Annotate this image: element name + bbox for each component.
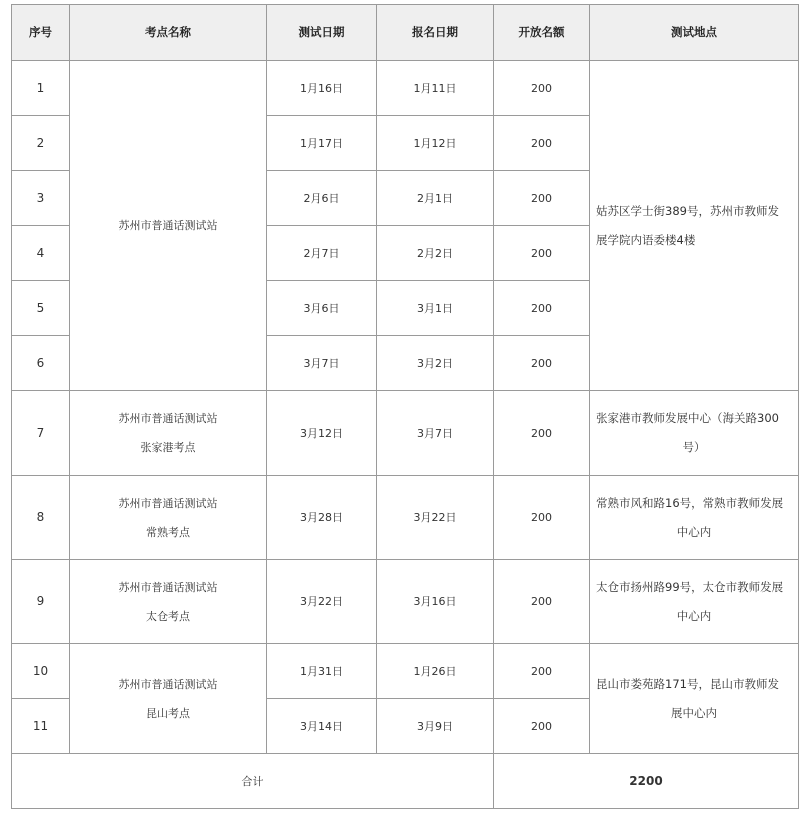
site-line: 苏州市普通话测试站 [118, 496, 218, 510]
location-line: 张家港市教师发展中心（海关路300 [596, 411, 779, 425]
seq-cell: 10 [12, 644, 70, 699]
table-row [12, 560, 799, 644]
quota-cell: 200 [494, 171, 590, 226]
test-date-cell: 3月14日 [267, 699, 377, 754]
location-line: 太仓市扬州路99号，太仓市教师发展 [596, 579, 784, 594]
site-line: 昆山考点 [146, 706, 190, 720]
seq-cell: 2 [12, 116, 70, 171]
quota-cell: 200 [494, 699, 590, 754]
site-cell-zhangjiagang [70, 391, 267, 476]
seq-cell: 3 [12, 171, 70, 226]
reg-date-cell: 3月1日 [377, 281, 494, 336]
seq-cell: 6 [12, 336, 70, 391]
location-line: 展中心内 [671, 705, 717, 720]
reg-date-cell: 1月26日 [377, 644, 494, 699]
test-date-cell: 3月12日 [267, 391, 377, 476]
reg-date-cell: 3月2日 [377, 336, 494, 391]
site-line: 苏州市普通话测试站 [118, 677, 218, 691]
seq-cell: 4 [12, 226, 70, 281]
location-line: 中心内 [676, 524, 712, 539]
reg-date-cell: 2月2日 [377, 226, 494, 281]
seq-cell: 11 [12, 699, 70, 754]
reg-date-cell: 3月9日 [377, 699, 494, 754]
test-date-cell: 3月6日 [267, 281, 377, 336]
table-row [12, 476, 799, 560]
seq-cell: 7 [12, 391, 70, 476]
reg-date-cell: 2月1日 [377, 171, 494, 226]
total-value: 2200 [494, 754, 799, 809]
seq-cell: 1 [12, 61, 70, 116]
header-reg-date: 报名日期 [377, 5, 494, 61]
location-line: 展学院内语委楼4楼 [596, 232, 696, 247]
test-date-cell: 3月7日 [267, 336, 377, 391]
location-cell-kunshan [590, 644, 799, 754]
header-site: 考点名称 [70, 5, 267, 61]
header-location: 测试地点 [590, 5, 799, 61]
quota-cell: 200 [494, 560, 590, 644]
quota-cell: 200 [494, 61, 590, 116]
test-date-cell: 1月16日 [267, 61, 377, 116]
header-seq: 序号 [12, 5, 70, 61]
table-row [12, 644, 799, 699]
quota-cell: 200 [494, 644, 590, 699]
location-line: 姑苏区学士街389号，苏州市教师发 [596, 203, 779, 218]
table-row [12, 391, 799, 476]
quota-cell: 200 [494, 336, 590, 391]
table-row [12, 61, 799, 116]
site-cell-suzhou: 苏州市普通话测试站 [70, 61, 267, 391]
reg-date-cell: 3月22日 [377, 476, 494, 560]
location-line: 中心内 [676, 608, 712, 623]
seq-cell: 8 [12, 476, 70, 560]
header-row [12, 5, 799, 61]
total-row [12, 754, 799, 809]
location-line: 号） [682, 440, 706, 454]
reg-date-cell: 1月11日 [377, 61, 494, 116]
location-cell-changshu [590, 476, 799, 560]
exam-schedule-table [11, 4, 799, 809]
test-date-cell: 2月6日 [267, 171, 377, 226]
quota-cell: 200 [494, 226, 590, 281]
site-cell-taicang [70, 560, 267, 644]
site-line: 太仓考点 [146, 609, 190, 623]
site-cell-kunshan [70, 644, 267, 754]
reg-date-cell: 3月7日 [377, 391, 494, 476]
location-cell-zhangjiagang [590, 391, 799, 476]
location-line: 昆山市娄苑路171号，昆山市教师发 [596, 676, 779, 691]
test-date-cell: 1月31日 [267, 644, 377, 699]
header-quota: 开放名额 [494, 5, 590, 61]
site-line: 苏州市普通话测试站 [118, 580, 218, 594]
header-test-date: 测试日期 [267, 5, 377, 61]
site-cell-changshu [70, 476, 267, 560]
quota-cell: 200 [494, 116, 590, 171]
test-date-cell: 3月22日 [267, 560, 377, 644]
reg-date-cell: 3月16日 [377, 560, 494, 644]
seq-cell: 5 [12, 281, 70, 336]
site-line: 张家港考点 [140, 441, 196, 454]
seq-cell: 9 [12, 560, 70, 644]
quota-cell: 200 [494, 476, 590, 560]
site-line: 常熟考点 [146, 525, 190, 539]
location-cell-taicang [590, 560, 799, 644]
quota-cell: 200 [494, 281, 590, 336]
test-date-cell: 3月28日 [267, 476, 377, 560]
site-line: 苏州市普通话测试站 [118, 412, 218, 425]
location-cell-suzhou [590, 61, 799, 391]
quota-cell: 200 [494, 391, 590, 476]
total-label: 合计 [12, 754, 494, 809]
test-date-cell: 1月17日 [267, 116, 377, 171]
reg-date-cell: 1月12日 [377, 116, 494, 171]
location-line: 常熟市风和路16号，常熟市教师发展 [596, 495, 784, 510]
test-date-cell: 2月7日 [267, 226, 377, 281]
